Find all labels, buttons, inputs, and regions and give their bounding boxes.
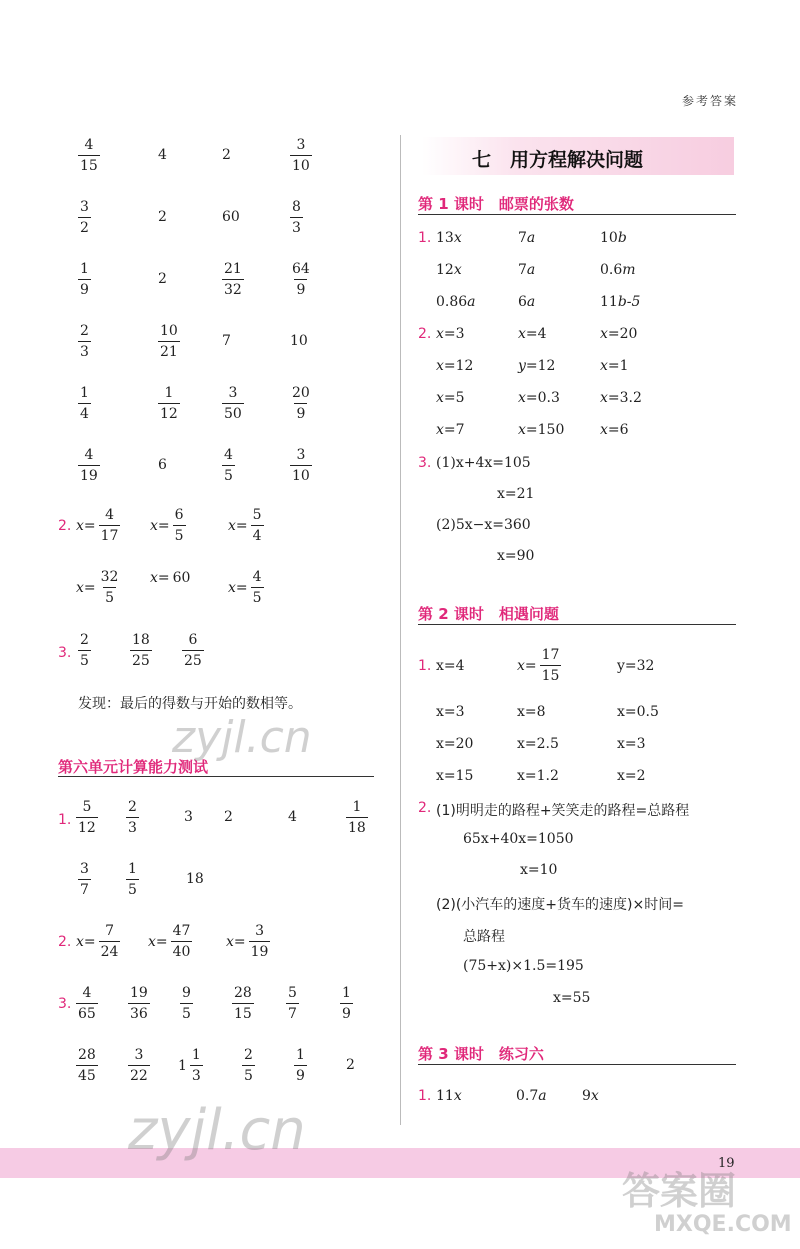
lesson3-title: 第 3 课时 练习六 [418,1045,544,1063]
answer-item: x=5 [436,390,465,406]
equation-line: (2)(小汽车的速度+货车的速度)×时间= [436,897,684,913]
number: 18 [186,871,204,887]
answer-item: x=4 [518,326,547,342]
equation-line: 总路程 [463,929,505,945]
answer-item: x=6 [600,422,629,438]
answer-item: x=12 [436,358,474,374]
fraction: $\frac{3}{10}$ [292,137,310,174]
chapter-title: 七 用方程解决问题 [472,149,644,171]
equation-answer: x= $\frac{32}{5}$ [76,569,119,606]
equation-line: x=90 [497,548,535,564]
equation-line: x=10 [520,862,558,878]
equation-line: (1)x+4x=105 [436,455,531,471]
answer-item: 9x [582,1088,599,1104]
number: 7 [222,333,231,349]
fraction: $\frac{3}{19}$ [250,923,269,960]
equation-answer: x= 60 [150,570,191,586]
fraction: $\frac{6}{25}$ [184,632,202,669]
fraction: $\frac{10}{21}$ [160,323,178,360]
number: 2 [158,271,167,287]
equation-line: 65x+40x=1050 [463,831,574,847]
fraction: $\frac{28}{15}$ [234,985,252,1022]
answer-item: 0.86a [436,294,476,310]
fraction: $\frac{3}{22}$ [130,1047,148,1084]
fraction: $\frac{5}{4}$ [252,507,262,544]
answer-item: 10b [600,230,627,246]
fraction: $\frac{3}{2}$ [80,199,89,236]
fraction: $\frac{5}{12}$ [78,799,96,836]
question-number: 1. [418,1088,432,1104]
answer-item: x=8 [517,704,546,720]
fraction: $\frac{28}{45}$ [78,1047,96,1084]
equation-answer: x= $\frac{47}{40}$ [148,923,191,960]
fraction: $\frac{19}{36}$ [130,985,148,1022]
equation-answer: x= $\frac{4}{5}$ [228,569,262,606]
equation-line: x=55 [553,990,591,1006]
number: 3 [184,809,193,825]
number: 4 [288,809,297,825]
question-number: 1. [58,812,72,828]
mixed-number: 1 $\frac{1}{3}$ [178,1047,201,1084]
discovery-text: 发现：最后的得数与开始的数相等。 [78,696,302,712]
answer-item: x=3 [436,326,465,342]
fraction: $\frac{17}{15}$ [541,647,560,684]
number: 2 [346,1057,355,1073]
lesson1-title: 第 1 课时 邮票的张数 [418,195,574,213]
fraction: $\frac{2}{5}$ [244,1047,253,1084]
equation-line: (75+x)×1.5=195 [463,958,584,974]
answer-item: x=2.5 [517,736,559,752]
fraction: $\frac{1}{3}$ [191,1047,201,1084]
answer-item: 12x [436,262,462,278]
equation-answer: x= $\frac{3}{19}$ [226,923,269,960]
watermark-text: MXQE.COM [654,1212,792,1237]
fraction: $\frac{1}{5}$ [128,861,137,898]
page-header: 参考答案 [681,94,738,108]
chapter-banner [422,137,734,175]
question-number: 2. [58,518,72,534]
fraction: $\frac{3}{7}$ [80,861,89,898]
answer-item: x=0.3 [518,390,560,406]
equation-line: (1)明明走的路程+笑笑走的路程=总路程 [436,803,690,819]
equation-answer: x= $\frac{4}{17}$ [76,507,119,544]
question-number: 1. [418,658,432,674]
fraction: $\frac{32}{5}$ [100,569,119,606]
answer-item: 6a [518,294,536,310]
question-number: 2. [418,326,432,342]
answer-item: 7a [518,230,536,246]
equation-answer: x= $\frac{7}{24}$ [76,923,119,960]
fraction: $\frac{8}{3}$ [292,199,301,236]
fraction: $\frac{4}{15}$ [80,137,98,174]
number: 2 [158,209,167,225]
answer-item: 11x [436,1088,462,1104]
answer-item: 7a [518,262,536,278]
lesson2-title: 第 2 课时 相遇问题 [418,605,559,623]
fraction: $\frac{1}{12}$ [160,385,178,422]
answer-item: 0.6m [600,262,636,278]
answer-item: x=3 [436,704,465,720]
answer-item: y=32 [617,658,655,674]
equation-answer: x= $\frac{5}{4}$ [228,507,262,544]
answer-item: x=0.5 [617,704,659,720]
fraction: $\frac{2}{3}$ [80,323,89,360]
question-number: 3. [58,645,72,661]
answer-item: x=15 [436,768,474,784]
fraction: $\frac{3}{10}$ [292,447,310,484]
fraction: $\frac{20}{9}$ [292,385,310,422]
question-number: 1. [418,230,432,246]
unit6-title: 第六单元计算能力测试 [58,758,209,776]
answer-item: x=2 [617,768,646,784]
equation-line: x=21 [497,486,535,502]
fraction: $\frac{4}{19}$ [80,447,98,484]
number: 2 [224,809,233,825]
number: 2 [222,147,231,163]
fraction: $\frac{4}{5}$ [252,569,262,606]
answer-item: x=150 [518,422,565,438]
answer-item: x=3.2 [600,390,642,406]
number: 6 [158,457,167,473]
fraction: $\frac{3}{50}$ [224,385,242,422]
column-divider [400,135,401,1125]
fraction: $\frac{2}{3}$ [128,799,137,836]
number: 60 [222,209,240,225]
fraction: $\frac{4}{5}$ [224,447,233,484]
fraction: $\frac{1}{18}$ [348,799,366,836]
answer-item: y=12 [518,358,556,374]
fraction: $\frac{47}{40}$ [172,923,191,960]
answer-item: x=20 [436,736,474,752]
fraction: $\frac{1}{9}$ [296,1047,305,1084]
number: 10 [290,333,308,349]
fraction: $\frac{5}{7}$ [288,985,297,1022]
fraction: $\frac{4}{65}$ [78,985,96,1022]
fraction: $\frac{18}{25}$ [132,632,150,669]
fraction: $\frac{1}{4}$ [80,385,89,422]
question-number: 3. [418,455,432,471]
section-rule [418,1064,736,1065]
fraction: $\frac{9}{5}$ [182,985,191,1022]
answer-item: 13x [436,230,462,246]
page-number: 19 [718,1156,735,1171]
answer-item: x=7 [436,422,465,438]
answer-item: x=1 [600,358,629,374]
watermark-text: zyjl.cn [128,1098,306,1163]
answer-item: x=3 [617,736,646,752]
watermark-text: zyjl.cn [172,712,312,763]
question-number: 2. [418,800,432,816]
fraction: $\frac{2}{5}$ [80,632,89,669]
number: 4 [158,147,167,163]
answer-item: x= $\frac{17}{15}$ [517,647,560,684]
fraction: $\frac{4}{17}$ [100,507,119,544]
answer-item: x=4 [436,658,465,674]
fraction: $\frac{6}{5}$ [174,507,184,544]
question-number: 3. [58,996,72,1012]
equation-answer: x= $\frac{6}{5}$ [150,507,184,544]
fraction: $\frac{1}{9}$ [342,985,351,1022]
section-rule [418,214,736,215]
section-rule [418,624,736,625]
answer-item: x=20 [600,326,638,342]
question-number: 2. [58,934,72,950]
fraction: $\frac{7}{24}$ [100,923,119,960]
fraction: $\frac{1}{9}$ [80,261,89,298]
equation-line: (2)5x−x=360 [436,517,531,533]
answer-item: 11b-5 [600,294,641,310]
watermark-text: 答案圈 [622,1169,737,1213]
section-rule [58,776,374,777]
answer-item: x=1.2 [517,768,559,784]
answer-item: 0.7a [516,1088,547,1104]
fraction: $\frac{21}{32}$ [224,261,242,298]
fraction: $\frac{64}{9}$ [292,261,310,298]
